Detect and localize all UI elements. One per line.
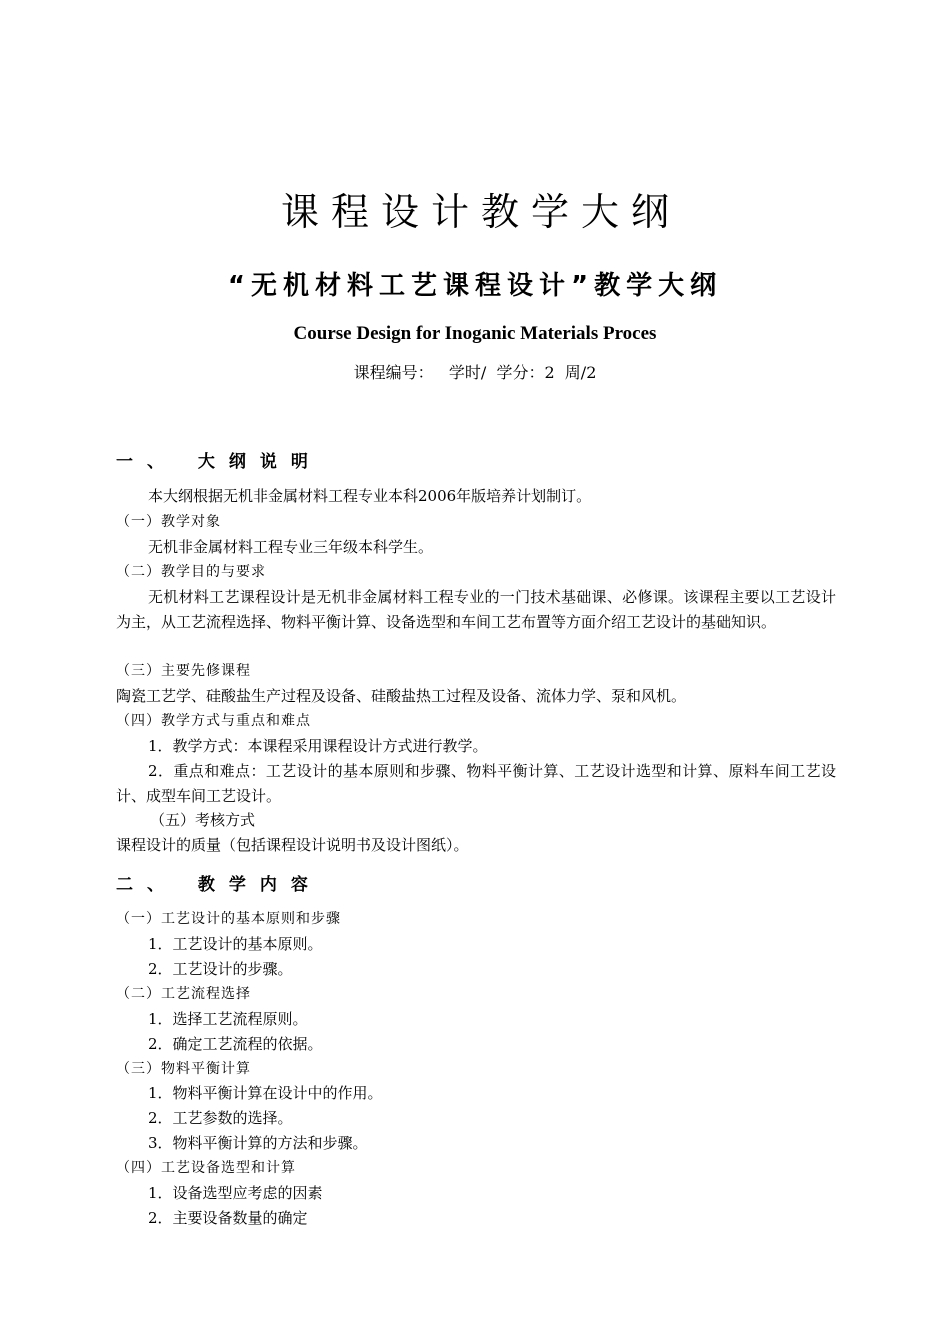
methods-item-1: 1．教学方式：本课程采用课程设计方式进行教学。 — [148, 737, 488, 755]
list-item: 1．设备选型应考虑的因素 — [148, 1184, 323, 1202]
list-item: 1．工艺设计的基本原则。 — [148, 935, 323, 953]
audience-text: 无机非金属材料工程专业三年级本科学生。 — [148, 538, 434, 556]
list-item: 2．主要设备数量的确定 — [148, 1209, 308, 1227]
list-item: 3．物料平衡计算的方法和步骤。 — [148, 1134, 368, 1152]
content-title-equipment: （四）工艺设备选型和计算 — [116, 1160, 296, 1176]
list-item: 1．物料平衡计算在设计中的作用。 — [148, 1084, 383, 1102]
page-title: 课程设计教学大纲 — [280, 190, 681, 234]
subsection-title-audience: （一）教学对象 — [116, 514, 221, 530]
course-title: “无机材料工艺课程设计”教学大纲 — [227, 271, 723, 301]
section-heading-outline: 一、 大纲说明 — [116, 452, 322, 472]
content-title-principles: （一）工艺设计的基本原则和步骤 — [116, 911, 341, 927]
list-item: 1．选择工艺流程原则。 — [148, 1010, 308, 1028]
subsection-title-methods: （四）教学方式与重点和难点 — [116, 713, 311, 729]
subsection-title-goals: （二）教学目的与要求 — [116, 564, 266, 580]
prerequisites-text: 陶瓷工艺学、硅酸盐生产过程及设备、硅酸盐热工过程及设备、流体力学、泵和风机。 — [116, 687, 687, 705]
assessment-text: 课程设计的质量（包括课程设计说明书及设计图纸）。 — [116, 836, 469, 854]
content-title-material-balance: （三）物料平衡计算 — [116, 1061, 251, 1077]
methods-item-2: 2．重点和难点：工艺设计的基本原则和步骤、物料平衡计算、工艺设计选型和计算、原料车间工艺设计、成型车间工艺设计。 — [116, 762, 836, 805]
goals-paragraph: 无机材料工艺课程设计是无机非金属材料工程专业的一门技术基础课、必修课。该课程主要以工艺设计为主，从工艺流程选择、物料平衡计算、设备选型和车间工艺布置等方面介绍工艺设计的基础知识。 — [116, 588, 836, 631]
section-heading-content: 二、 教学内容 — [116, 875, 322, 895]
course-meta: 课程编号： 学时/ 学分：2 周/2 — [353, 363, 597, 382]
list-item: 2．工艺设计的步骤。 — [148, 960, 293, 978]
list-item: 2．工艺参数的选择。 — [148, 1109, 293, 1127]
list-item: 2．确定工艺流程的依据。 — [148, 1035, 323, 1053]
subsection-title-prerequisites: （三）主要先修课程 — [116, 663, 251, 679]
outline-intro: 本大纲根据无机非金属材料工程专业本科2006年版培养计划制订。 — [148, 487, 592, 505]
english-title: Course Design for Inoganic Materials Proces — [293, 323, 657, 344]
subsection-title-assessment: （五）考核方式 — [150, 811, 256, 829]
content-title-flow: （二）工艺流程选择 — [116, 986, 251, 1002]
